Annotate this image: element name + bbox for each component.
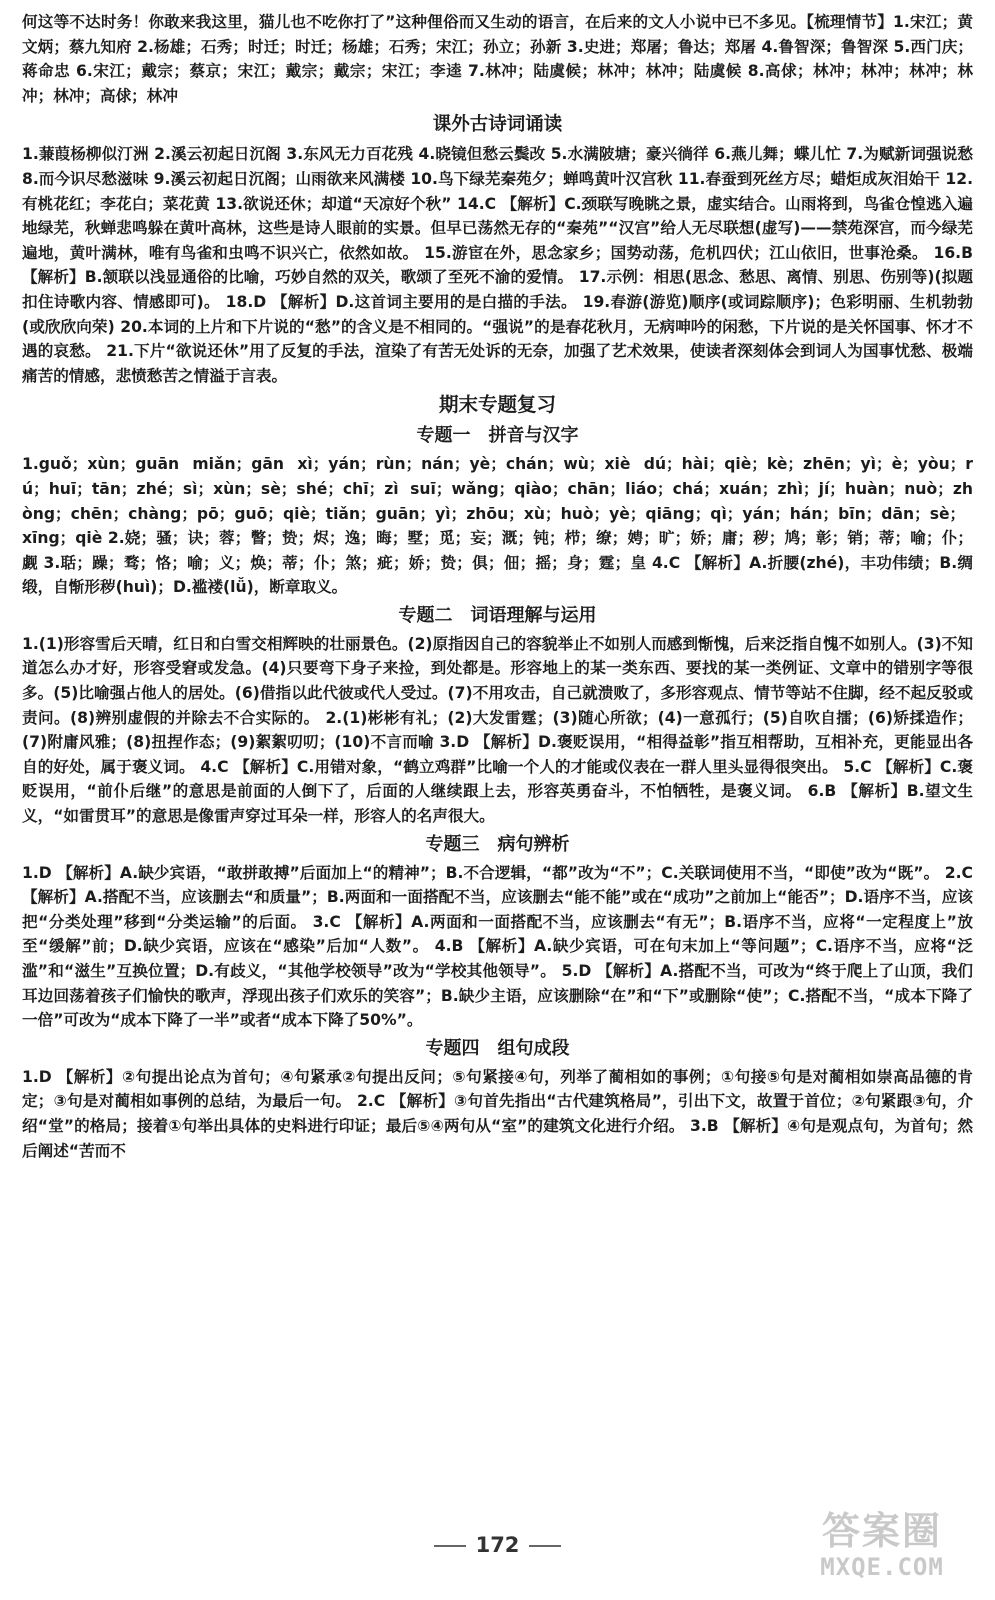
subsection-heading: 专题一 拼音与汉字 <box>416 425 579 447</box>
answer-paragraph: 何这等不达时务！你敢来我这里，猫儿也不吃你打了”这种俚俗而又生动的语言，在后来的文人小说中已不多见。【梳理情节】1.宋江；黄文炳；蔡九知府 2.杨雄；石秀；时迁；时迁；杨雄；石秀；宋江；孙立；孙新 3.史进；郑屠；鲁达；郑屠 4.鲁智深；鲁智深 5.西门庆；蒋命忠 6.宋江；戴宗；蔡京；宋江；戴宗；戴宗；宋江；李逵 7.林冲；陆虞候；林冲；林冲；陆虞候 8.高俅；林冲；林冲；林冲；林冲；林冲；高俅；林冲 <box>22 13 973 105</box>
answer-paragraph: 1.D 【解析】A.缺少宾语，“敢拼敢搏”后面加上“的精神”；B.不合逻辑，“都”改为“不”；C.关联词使用不当，“即使”改为“既”。 2.C 【解析】A.搭配不当，应该删去“和质量”；B.两面和一面搭配不当，应该删去“能不能”或在“成功”之前加上“能否”；D.语序不当，应该把“分类处理”移到“分类运输”的后面。 3.C 【解析】A.两面和一面搭配不当，应该删去“有无”；B.语序不当，应将“一定程度上”放至“缓解”前；D.缺少宾语，应该在“感染”后加“人数”。 4.B 【解析】A.缺少宾语，可在句末加上“等问题”；C.语序不当，应将“泛滥”和“滋生”互换位置；D.有歧义，“其他学校领导”改为“学校其他领导”。 5.D 【解析】A.搭配不当，可改为“终于爬上了山顶，我们耳边回荡着孩子们愉快的歌声，浮现出孩子们欢乐的笑容”；B.缺少主语，应该删除“在”和“下”或删除“使”；C.搭配不当，“成本下降了一倍”可改为“成本下降了一半”或者“成本下降了50%”。 <box>22 863 973 1030</box>
answer-paragraph: 1.蒹葭杨柳似汀洲 2.溪云初起日沉阁 3.东风无力百花残 4.晓镜但愁云鬓改 5.水满陂塘；豪兴徜徉 6.燕儿舞；蝶儿忙 7.为赋新词强说愁 8.而今识尽愁滋味 9.溪云初起日沉阁；山雨欲来风满楼 10.鸟下绿芜秦苑夕；蝉鸣黄叶汉宫秋 11.春蚕到死丝方尽；蜡炬成灰泪始干 12.有桃花红；李花白；菜花黄 13.欲说还休；却道“天凉好个秋” 14.C 【解析】C.颈联写晚眺之景，虚实结合。山雨将到，鸟雀仓惶逃入遍地绿芜，秋蝉悲鸣躲在黄叶高林，这些是诗人眼前的实景。但早已荡然无存的“秦苑”“汉宫”给人无尽联想(虚写)——禁苑深宫，而今绿芜遍地，黄叶满林，唯有鸟雀和虫鸣不识兴亡，依然如故。 15.游宦在外，思念家乡；国势动荡，危机四伏；江山依旧，世事沧桑。 16.B 【解析】B.颔联以浅显通俗的比喻，巧妙自然的双关，歌颂了至死不渝的爱情。 17.示例：相思(思念、愁思、离情、别思、伤别等)(拟题扣住诗歌内容、情感即可)。 18.D 【解析】D.这首词主要用的是白描的手法。 19.春游(游览)顺序(或词踪顺序)；色彩明丽、生机勃勃(或欣欣向荣) 20.本词的上片和下片说的“愁”的含义是不相同的。“强说”的是春花秋月，无病呻吟的闲愁，下片说的是关怀国事、怀才不遇的哀愁。 21.下片“欲说还休”用了反复的手法，渲染了有苦无处诉的无奈，加强了艺术效果，使读者深刻体会到词人为国事忧愁、极端痛苦的情感，悲愤愁苦之情溢于言表。 <box>22 145 973 385</box>
page-number-dash-left <box>434 1545 466 1547</box>
section-heading: 课外古诗词诵读 <box>432 114 563 136</box>
page-content <box>22 10 973 1163</box>
answer-paragraph: 1.(1)形容雪后天晴，红日和白雪交相辉映的壮丽景色。(2)原指因自己的容貌举止不如别人而感到惭愧，后来泛指自愧不如别人。(3)不知道怎么办才好，形容受窘或发急。(4)只要弯下身子来捡，到处都是。形容地上的某一类东西、要找的某一类例证、文章中的错别字等很多。(5)比喻强占他人的居处。(6)借指以此代彼或代人受过。(7)不用攻击，自己就溃败了，多形容观点、情节等站不住脚，经不起反驳或责问。(8)辨别虚假的并除去不合实际的。 2.(1)彬彬有礼；(2)大发雷霆；(3)随心所欲；(4)一意孤行；(5)自吹自擂；(6)矫揉造作；(7)附庸风雅；(8)扭捏作态；(9)絮絮叨叨；(10)不言而喻 3.D 【解析】D.褒贬误用，“相得益彰”指互相帮助，互相补充，更能显出各自的好处，属于褒义词。 4.C 【解析】C.用错对象，“鹤立鸡群”比喻一个人的才能或仪表在一群人里头显得很突出。 5.C 【解析】C.褒贬误用，“前仆后继”的意思是前面的人倒下了，后面的人继续跟上去，形容英勇奋斗，不怕牺牲，是褒义词。 6.B 【解析】B.望文生义，“如雷贯耳”的意思是像雷声穿过耳朵一样，形容人的名声很大。 <box>22 634 973 826</box>
answer-paragraph: 1.D 【解析】②句提出论点为首句；④句紧承②句提出反问；⑤句紧接④句，列举了蔺相如的事例；①句接⑤句是对蔺相如崇高品德的肯定；③句是对蔺相如事例的总结，为最后一句。 2.C 【解析】③句首先指出“古代建筑格局”，引出下文，故置于首位；②句紧跟③句，介绍“堂”的格局；接着①句举出具体的史料进行印证；最后⑤④两句从“室”的建筑文化进行介绍。 3.B 【解析】④句是观点句，为首句；然后阐述“苦而不 <box>22 1067 973 1160</box>
main-heading: 期末专题复习 <box>438 393 556 417</box>
subsection-heading: 专题四 组句成段 <box>425 1037 570 1059</box>
watermark <box>787 1508 977 1588</box>
answer-paragraph: 1.guǒ；xùn；guān miǎn；gān xì；yán；rùn；nán；yè；chán；wù；xiè dú；hài；qiè；kè；zhēn；yì；è；yòu；rú；huī；tān；zhé；sì；xùn；sè；shé；chī；zì suī；wǎng；qiào；chān；liáo；chá；xuán；zhì；jí；huàn；nuò；zhòng；chēn；chàng；pō；guō；qiè；tiǎn；guān；yì；zhōu；xù；huò；yè；qiāng；qì；yán；hán；bīn；dān；sè；xīng；qiè 2.娆；骚；诀；蓉；瞥；贽；烬；逸；晦；墅；觅；妄；溉；钝；栉；缭；娉；旷；娇；庸；秽；鸠；彰；销；蒂；喻；仆；觑 3.聒；躁；骛；恪；喻；义；焕；蒂；仆；煞；疵；娇；贽；俱；佃；摇；身；霆；皇 4.C 【解析】A.折腰(zhé)，丰功伟绩；B.绸缎，自惭形秽(huì)；D.褴褛(lǚ)，断章取义。 <box>22 455 973 597</box>
page-number-text: 172 <box>475 1533 520 1557</box>
watermark-site: MXQE.COM <box>820 1553 944 1581</box>
subsection-heading: 专题二 词语理解与运用 <box>398 604 597 626</box>
watermark-logo: 答案圈 <box>821 1509 942 1553</box>
page-number-dash-right <box>529 1545 561 1547</box>
subsection-heading: 专题三 病句辨析 <box>425 833 570 855</box>
